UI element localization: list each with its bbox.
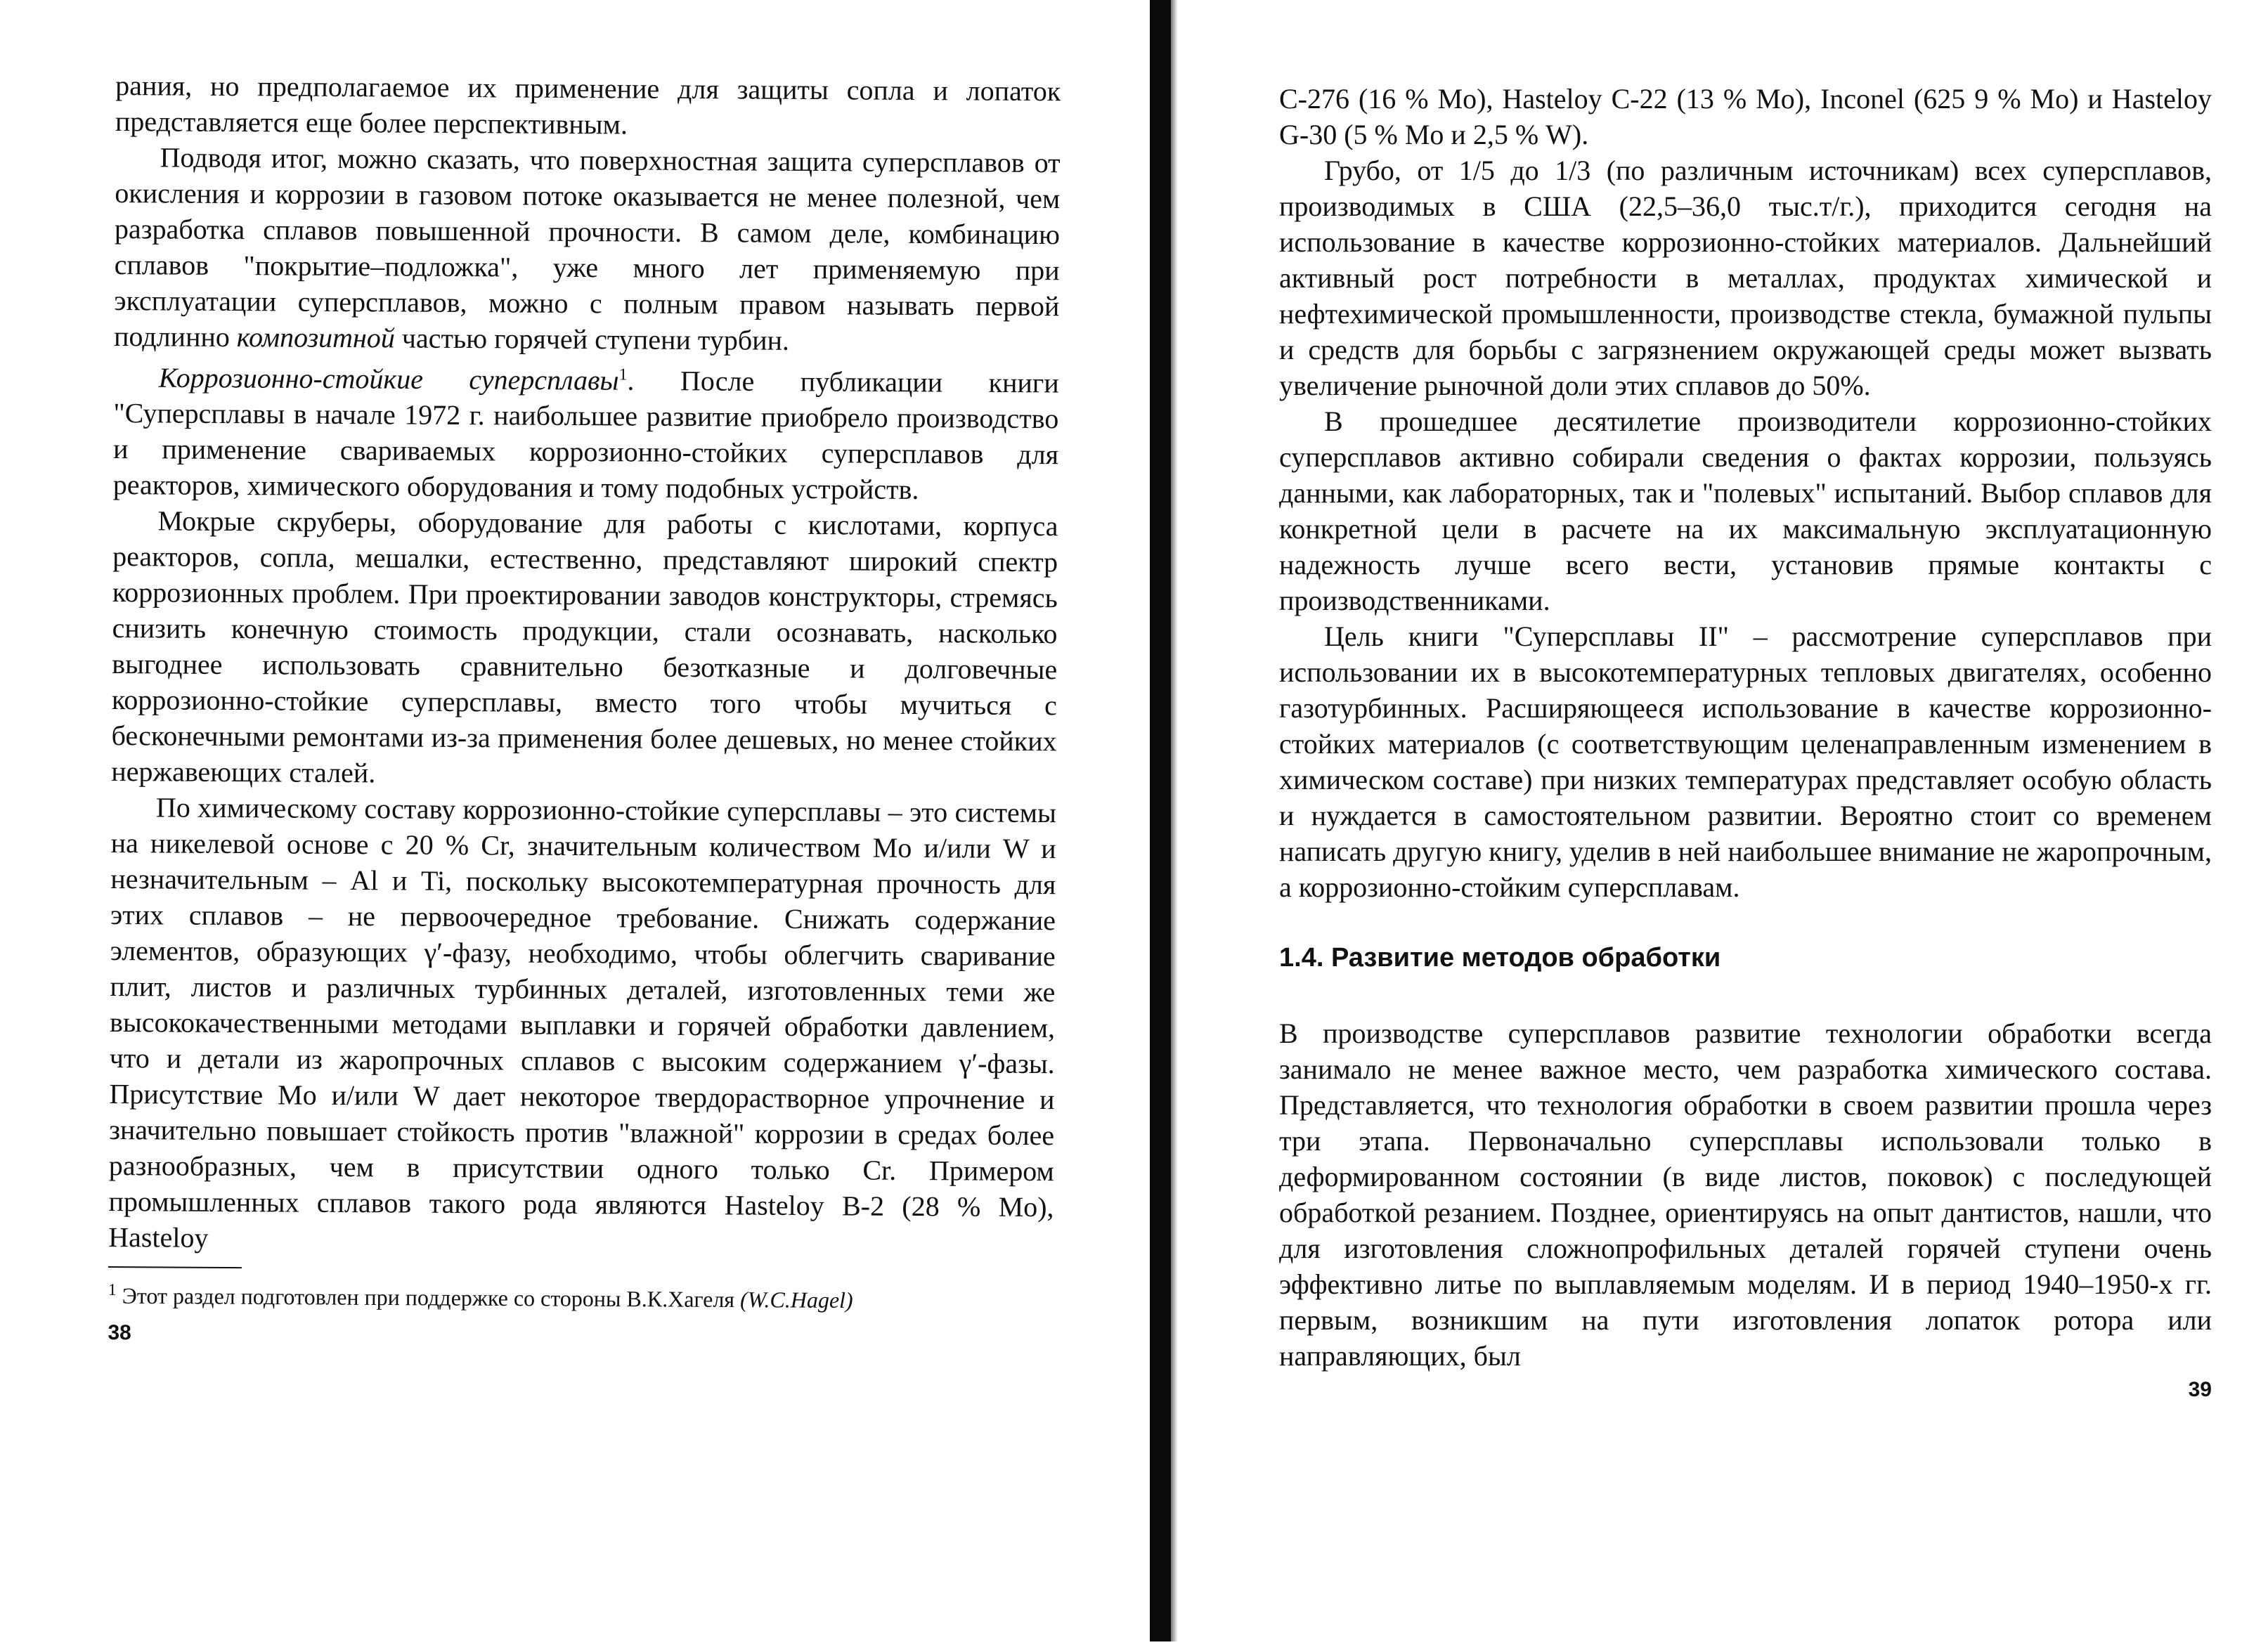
left-paragraph-2-part-b: частью горячей ступени турбин. xyxy=(394,322,790,356)
left-paragraph-4: Мокрые скруберы, оборудование для работы с кислотами, корпуса реакторов, сопла, мешалки, естественно, представляют широкий спектр коррозионных проблем. При проектировании заводов конструкторы, стремясь снизить конечную стоимость продукции, стали осознавать, насколько выгоднее использовать сравнительно безотказные и долговечные коррозионно-стойкие суперсплавы, вместо того чтобы мучиться с бесконечными ремонтами из-за применения более дешевых, но менее стойких нержавеющих сталей. xyxy=(111,505,1058,789)
page-number-left: 38 xyxy=(108,1320,131,1345)
right-paragraph-5: В производстве суперсплавов развитие технологии обработки всегда занимало не менее важное место, чем разработка химического состава. Представляется, что технология обработки в своем развитии прошла через три этапа. Первоначально суперсплавы использовали только в деформированном состоянии (в виде листов, поковок) с последующей обработкой резанием. Позднее, ориентируясь на опыт дантистов, нашли, что для изготовления сложнопрофильных деталей горячей ступени очень эффективно литье по выплавляемым моделям. И в период 1940–1950-х гг. первым, возникшим на пути изготовления лопаток ротора или направляющих, был xyxy=(1279,1017,2212,1372)
left-paragraph-5: По химическому составу коррозионно-стойкие суперсплавы – это системы на никелевой основе с 20 % Cr, значительным количеством Mo и/или W и незначительным – Al и Ti, поскольку высокотемпературная прочность для этих сплавов – не первоочередное требование. Снижать содержание элементов, образующих γ′-фазу, необходимо, чтобы облегчить сваривание плит, листов и различных турбинных деталей, изготовленных теми же высококачественными методами выплавки и горячей обработки давлением, что и детали из жаропрочных сплавов с высоким содержанием γ′-фазы. Присутствие Mo и/или W дает некоторое твердорастворное упрочнение и значительно повышает стойкость против "влажной" коррозии в средах более разнообразных, чем в присутствии одного только Cr. Примером промышленных сплавов такого рода являются Hasteloy B-2 (28 % Mo), Hasteloy xyxy=(108,791,1057,1254)
left-paragraph-2-italic: композитной xyxy=(236,321,395,354)
section-run-in-title: Коррозионно-стойкие суперсплавы xyxy=(158,361,619,396)
right-paragraph-2: Грубо, от 1/5 до 1/3 (по различным источникам) всех суперсплавов, производимых в США (22,5–36,0 тыс.т/г.), приходится сегодня на использование в качестве коррозионно-стойких материалов. Дальнейший активный рост потребности в металлах, продуктах химической и нефтехимической промышленности, производстве стекла, бумажной пульпы и средств для борьбы с загрязнением окружающей среды может вызвать увеличение рыночной доли этих сплавов до 50%. xyxy=(1279,155,2212,401)
footnote xyxy=(108,1275,1054,1317)
left-paragraph-3 xyxy=(113,354,1059,509)
right-paragraph-3: В прошедшее десятилетие производители коррозионно-стойких суперсплавов активно собирали сведения о фактах коррозии, пользуясь данными, как лабораторных, так и "полевых" испытаний. Выбор сплавов для конкретной цели в расчете на их максимальную эксплуатационную надежность лучше всего вести, установив прямые контакты с производственниками. xyxy=(1279,405,2212,616)
footnote-text: Этот раздел подготовлен при поддержке со стороны В.К.Хагеля xyxy=(116,1283,741,1313)
footnote-italic-name: (W.C.Hagel) xyxy=(739,1287,853,1313)
book-gutter xyxy=(1150,0,1171,1641)
footnote-mark: 1 xyxy=(108,1281,117,1300)
gutter-shadow xyxy=(1171,0,1178,1641)
right-paragraph-4: Цель книги "Суперсплавы II" – рассмотрение суперсплавов при использовании их в высокотемпературных тепловых двигателях, особенно газотурбинных. Расширяющееся использование в качестве коррозионно-стойких материалов (с соответствующим целенаправленным изменением в химическом составе) при низких температурах представляет особую область и нуждается в самостоятельном развитии. Вероятно стоит со временем написать другую книгу, уделив в ней наибольшее внимание не жаропрочным, а коррозионно-стойким суперсплавам. xyxy=(1279,620,2212,903)
left-paragraph-3-text: . После публикации книги "Суперсплавы в начале 1972 г. наибольшее развитие приобрело производство и применение свариваемых коррозионно-стойких суперсплавов для реакторов, химического оборудования и тому подобных устройств. xyxy=(112,364,1059,506)
left-paragraph-2-part-a: Подводя итог, можно сказать, что поверхностная защита суперсплавов от окисления и коррозии в газовом потоке оказывается не менее полезной, чем разработка сплавов повышенной прочности. В самом деле, комбинацию сплавов "покрытие–подложка", уже много лет применяемую при эксплуатации суперсплавов, можно с полным правом называть первой подлинно xyxy=(113,141,1061,353)
footnote-reference: 1 xyxy=(618,365,628,384)
page-number-right: 39 xyxy=(2188,1378,2212,1401)
left-paragraph-1: рания, но предполагаемое их применение для защиты сопла и лопаток представляется еще более перспективным. xyxy=(115,69,1061,141)
left-paragraph-2 xyxy=(114,139,1061,360)
right-paragraph-1: C-276 (16 % Mo), Hasteloy C-22 (13 % Mo), Inconel (625 9 % Mo) и Hasteloy G-30 (5 % Mo и 2,5 % W). xyxy=(1279,83,2212,150)
right-page xyxy=(1195,0,2268,1641)
footnote-divider xyxy=(108,1266,242,1268)
section-heading: 1.4. Развитие методов обработки xyxy=(1279,943,1721,973)
